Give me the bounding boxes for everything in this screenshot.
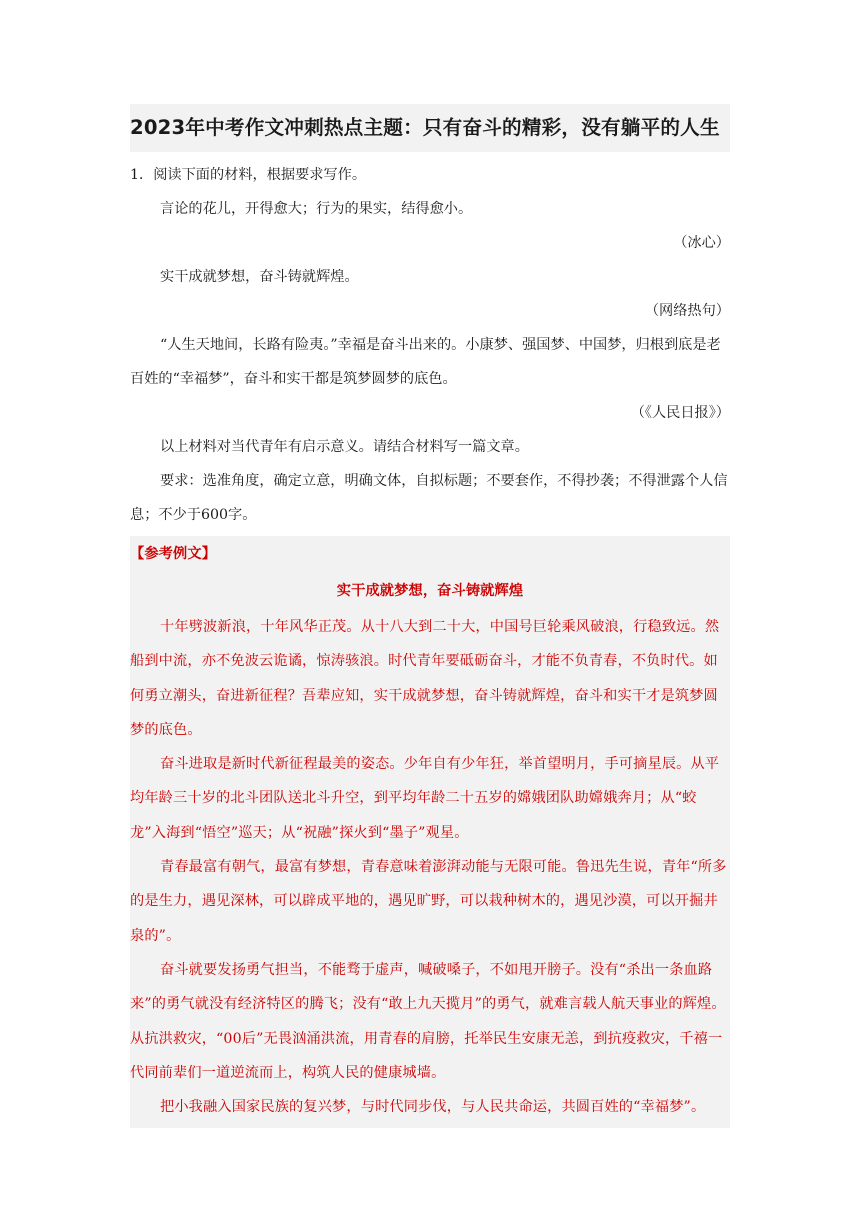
question-instruction: 1．阅读下面的材料，根据要求写作。 [130, 167, 367, 183]
sample-label: 【参考例文】 [130, 546, 217, 562]
document-page [130, 104, 730, 1128]
material-source: （冰心） [673, 235, 730, 251]
material-source: （《人民日报》） [630, 405, 730, 421]
essay-paragraph: 奋斗就要发扬勇气担当，不能骛于虚声，喊破嗓子，不如甩开膀子。没有“杀出一条血路来”的勇气就没有经济特区的腾飞；没有“敢上九天揽月”的勇气，就难言载人航天事业的辉煌。从抗洪救灾，“00后”无畏汹涌洪流，用青春的肩膀，托举民生安康无恙，到抗疫救灾，千禧一代同前辈们一道逆流而上，构筑人民的健康城墙。 [130, 961, 726, 1081]
writing-prompt: 以上材料对当代青年有启示意义。请结合材料写一篇文章。 [160, 439, 529, 455]
material-source: （网络热句） [644, 303, 730, 319]
material-quote: 言论的花儿，开得愈大；行为的果实，结得愈小。 [160, 201, 473, 217]
material-quote: 实干成就梦想，奋斗铸就辉煌。 [160, 269, 359, 285]
essay-paragraph: 十年劈波新浪，十年风华正茂。从十八大到二十大，中国号巨轮乘风破浪，行稳致远。然船到中流，亦不免波云诡谲，惊涛骇浪。时代青年要砥砺奋斗，才能不负青春，不负时代。如何勇立潮头，奋进新征程？吾辈应知，实干成就梦想，奋斗铸就辉煌，奋斗和实干才是筑梦圆梦的底色。 [130, 619, 720, 738]
essay-paragraph: 把小我融入国家民族的复兴梦，与时代同步伐，与人民共命运，共圆百姓的“幸福梦”。 [160, 1099, 706, 1116]
writing-requirements: 要求：选准角度，确定立意，明确文体，自拟标题；不要套作，不得抄袭；不得泄露个人信息；不少于600字。 [130, 473, 728, 523]
material-quote: “人生天地间，长路有险夷。”幸福是奋斗出来的。小康梦、强国梦、中国梦，归根到底是老百姓的“幸福梦”，奋斗和实干都是筑梦圆梦的底色。 [130, 337, 721, 387]
essay-paragraph: 青春最富有朝气，最富有梦想，青春意味着澎湃动能与无限可能。鲁迅先生说，青年“所多的是生力，遇见深林，可以辟成平地的，遇见旷野，可以栽种树木的，遇见沙漠，可以开掘井泉的”。 [130, 859, 727, 944]
page-title: 2023年中考作文冲刺热点主题：只有奋斗的精彩，没有躺平的人生 [130, 104, 730, 152]
sample-essay [130, 536, 730, 1128]
essay-paragraph: 奋斗进取是新时代新征程最美的姿态。少年自有少年狂，举首望明月，手可摘星辰。从平均年龄三十岁的北斗团队送北斗升空，到平均年龄二十五岁的嫦娥团队助嫦娥奔月；从“蛟龙”入海到“悟空”巡天；从“祝融”探火到“墨子”观星。 [130, 756, 720, 841]
sample-title: 实干成就梦想，奋斗铸就辉煌 [336, 583, 524, 599]
